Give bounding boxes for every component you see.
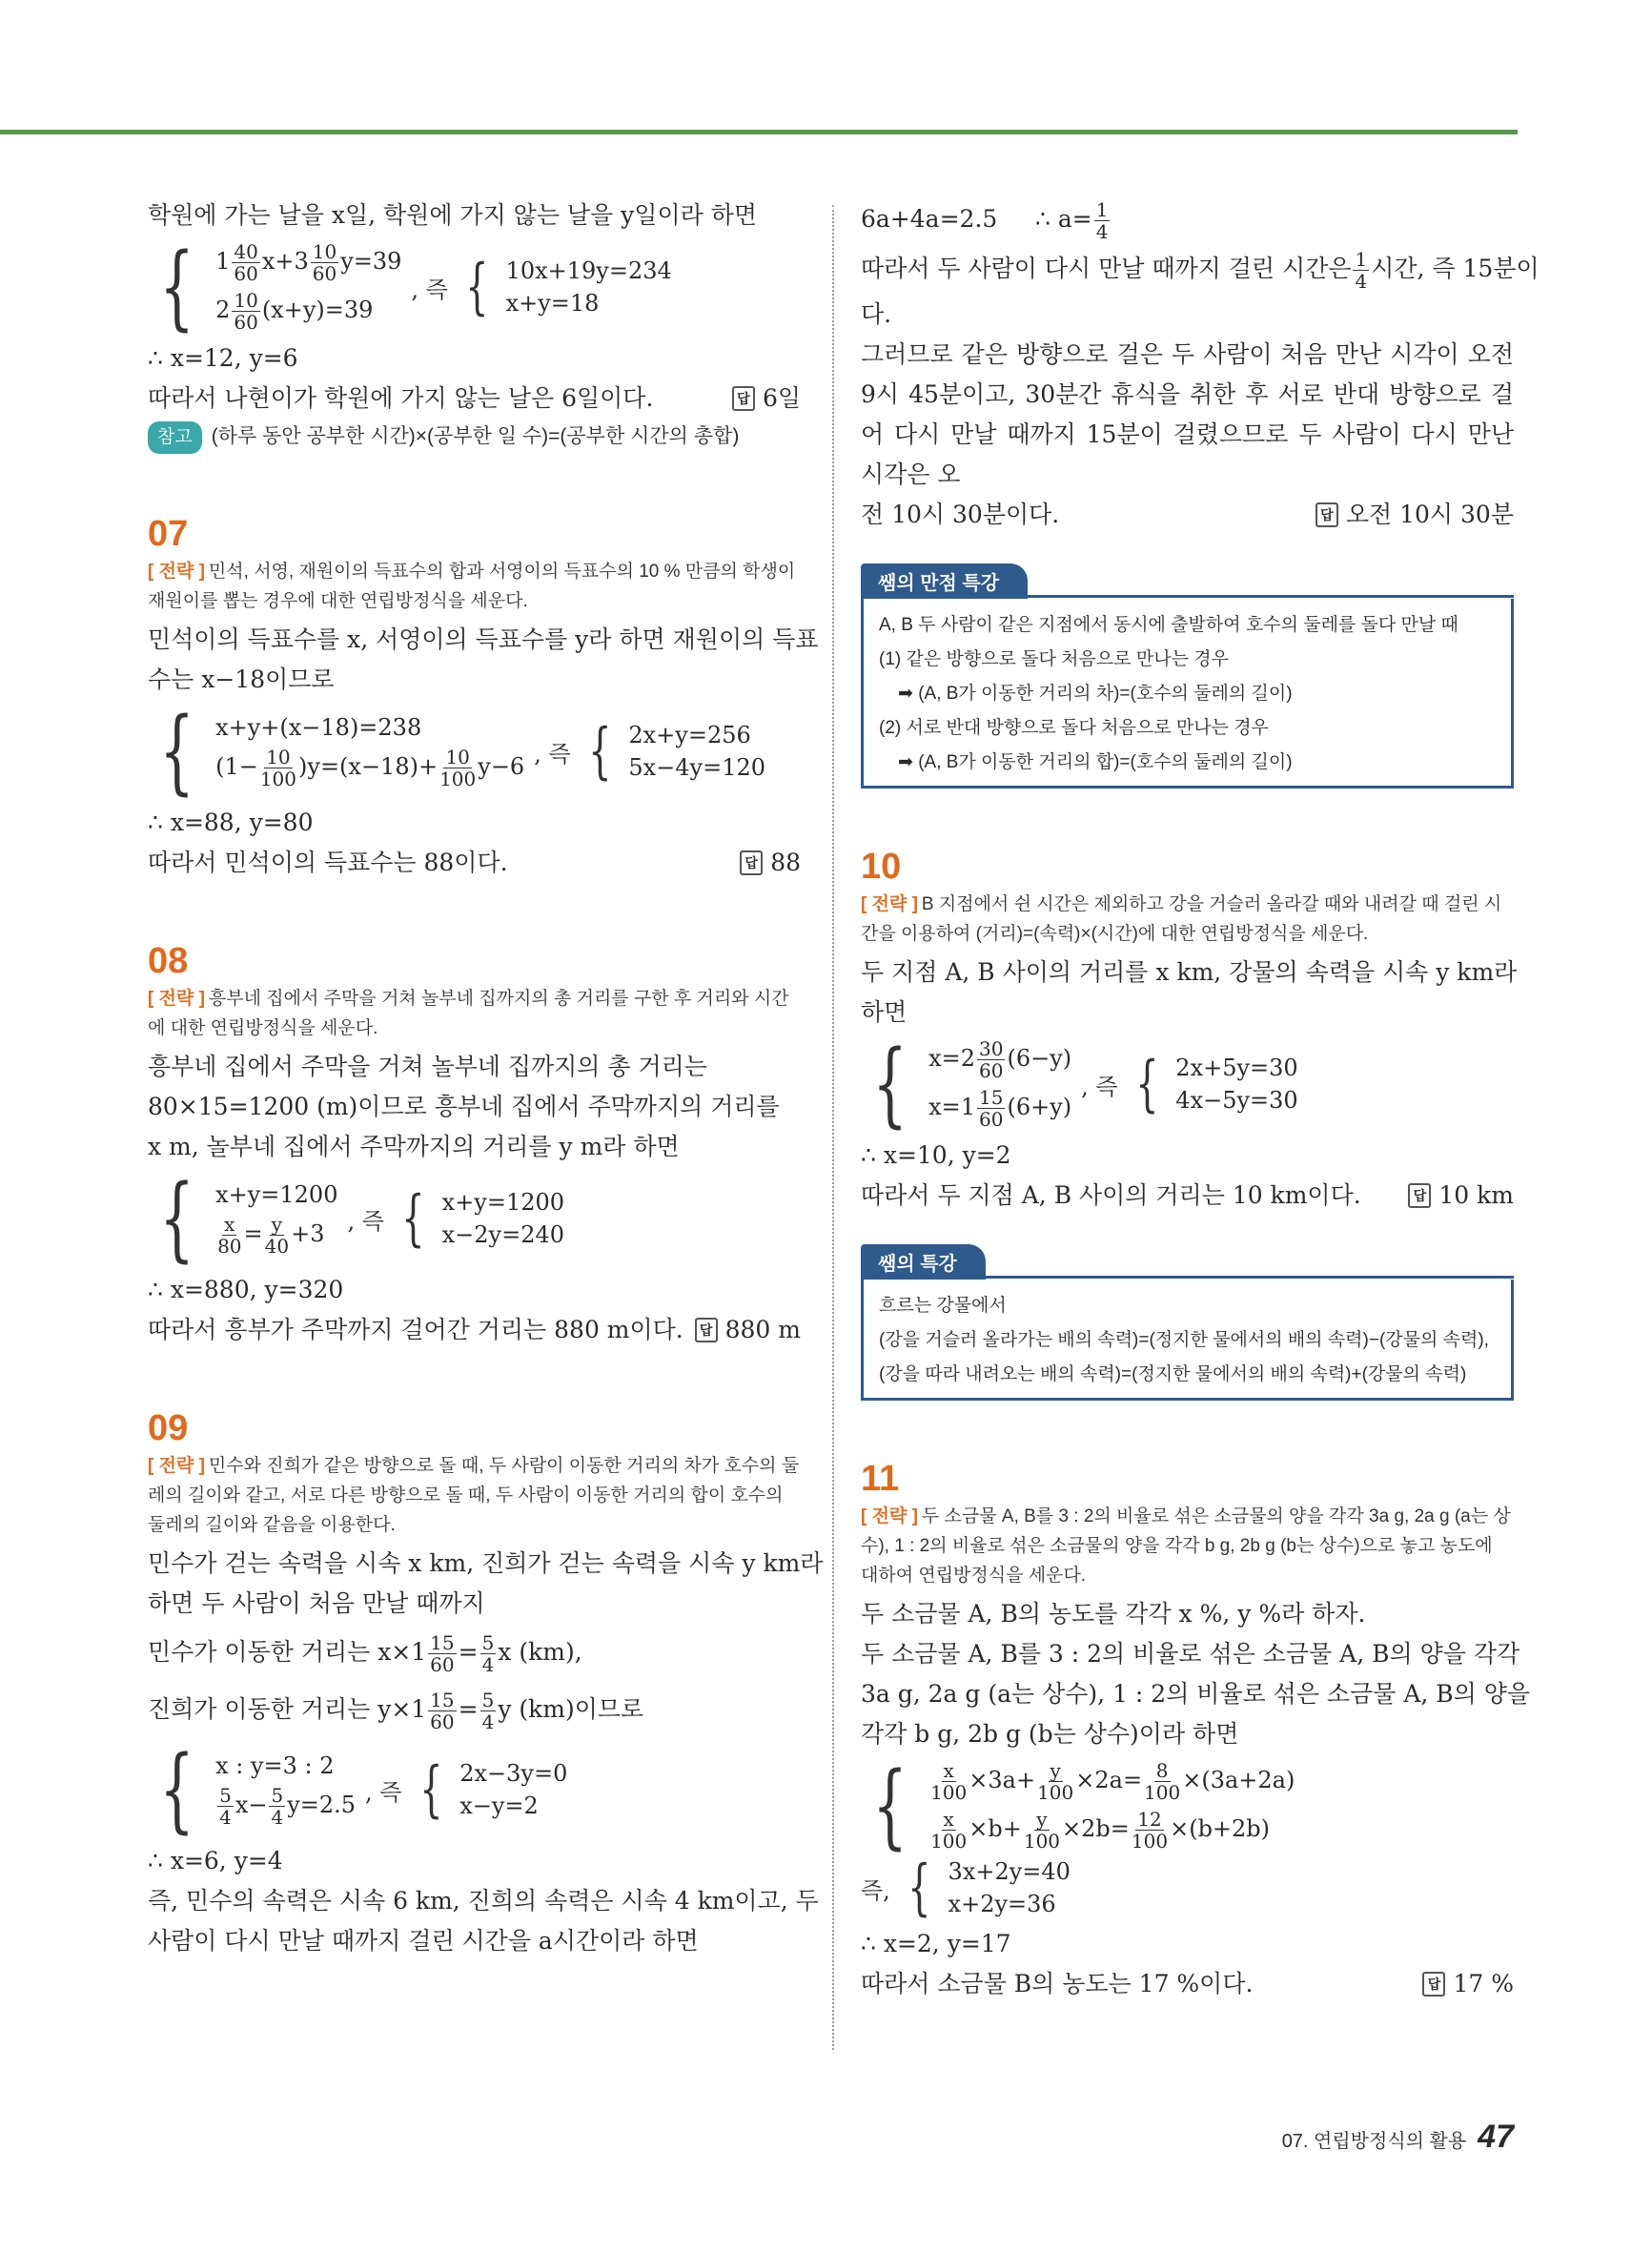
answer-icon: 답 — [1408, 1183, 1431, 1208]
answer-icon: 답 — [740, 850, 763, 875]
reference-badge: 참고 — [148, 421, 202, 454]
tip-box-title: 쌤의 만점 특강 — [861, 563, 1028, 599]
answer-row: 따라서 민석이의 득표수는 88이다. 답 88 — [148, 849, 801, 876]
strategy: [ 전략 ] 민수와 진희가 같은 방향으로 돌 때, 두 사람이 이동한 거리의 차가 호수의 둘레의 길이와 같고, 서로 다른 방향으로 돌 때, 두 사람이 이동한 거리의 합이 호수의 둘레의 길이와 같음을 이용한다. — [148, 1456, 800, 1535]
problem-number: 08 — [148, 941, 189, 981]
strategy: [ 전략 ] 민석, 서영, 재원이의 득표수의 합과 서영이의 득표수의 10 % 만큼의 학생이 재원이를 뽑는 경우에 대한 연립방정식을 세운다. — [148, 562, 796, 611]
answer-icon: 답 — [695, 1318, 718, 1342]
page-footer — [1282, 2119, 1514, 2156]
system-11-simplified: 즉, { 3x+2y=40 x+2y=36 — [861, 1853, 1071, 1923]
strategy: [ 전략 ] 두 소금물 A, B를 3 : 2의 비율로 섞은 소금물의 양을 각각 3a g, 2a g (a는 상수), 1 : 2의 비율로 섞은 소금물의 양을 각각 b g, 2b g (b는 상수)으로 놓고 농도에 대하여 연립방정식을 세운다. — [861, 1506, 1511, 1586]
problem-number: 11 — [861, 1459, 900, 1499]
solution: ∴ x=12, y=6 — [148, 344, 298, 372]
top-rule — [0, 130, 1518, 134]
chapter-title: 07. 연립방정식의 활용 — [1281, 2131, 1467, 2152]
answer-row: 전 10시 30분이다. 답 오전 10시 30분 — [861, 501, 1514, 528]
system-7: { x+y+(x−18)=238 (1− $\frac{10}{100}$ )y=(x−18)+ $\frac{10}{100}$ y−6 , 즉 { 2x+y=256 5x−4y=120 — [159, 698, 766, 805]
tip-box: 쌤의 만점 특강 A, B 두 사람이 같은 지점에서 동시에 출발하여 호수의 둘레를 돌다 만날 때 (1) 같은 방향으로 돌다 처음으로 만나는 경우 ➡ (A, B가 이동한 거리의 차)=(호수의 둘레의 길이) (2) 서로 반대 방향으로 돌다 처음으로 만나는 경우 ➡ (A, B가 이동한 거리의 합)=(호수의 둘레의 길이) — [861, 563, 1514, 789]
page-number: 47 — [1478, 2119, 1514, 2155]
system-8: { x+y=1200 $\frac{x}{80}$ = $\frac{y}{40}$ +3 , 즉 { x+y=1200 x−2y=240 — [159, 1165, 565, 1272]
answer-row: 따라서 소금물 B의 농도는 17 %이다. 답 17 % — [861, 1970, 1514, 1997]
answer-icon: 답 — [1315, 502, 1338, 527]
strategy: [ 전략 ] 흥부네 집에서 주막을 거쳐 놀부네 집까지의 총 거리를 구한 후 거리와 시간에 대한 연립방정식을 세운다. — [148, 989, 789, 1038]
problem-number: 07 — [148, 514, 189, 554]
right-column: 6a+4a=2.5 ∴ a= $\frac{1}{4}$ 따라서 두 사람이 다시 만날 때까지 걸린 시간은 $\frac{1}{4}$ 시간, 즉 15분이 다. 그러므로 같은 방향으로 걸은 두 사람이 처음 만난 시각이 오전 9시 45분이고, 30분간 휴식을 취한 후 서로 반대 방향으로 걸어 다시 만날 때까지 15분이 걸렸으므로 두 사람이 다시 만난 시각은 오 전 10시 30분이다. 답 오전 10시 30분 쌤의 만점 특강 A, B 두 사람이 같은 지점에서 동시에 출발하여 호수의 둘레를 돌다 만날 때 (1) 같은 방향으로 돌다 처음으로 만나는 경우 ➡ (A, B가 이동한 거리의 차)=(호수의 둘레의 길이) (2) 서로 반대 방향으로 돌다 처음으로 만나는 경우 ➡ (A, B가 이동한 거리의 합)=(호수의 둘레의 길이) 10 [ 전략 ] B 지점에서 쉰 시간은 제외하고 강을 거슬러 올라갈 때와 내려갈 때 걸린 시간을 이용하여 (거리)=(속력)×(시간)에 대한 연립방정식을 세운다. 두 지점 A, B 사이의 거리를 x km, 강물의 속력을 시속 y km라 하면 { x=2 $\frac{30}{60}$ (6−y) x=1 $\frac{15}{60}$ (6+y) , 즉 { 2x+5y=30 4x−5y=30 ∴ x=10, y=2 따라서 두 지점 A, B 사이의 거리는 10 km이다. 답 10 km 쌤의 특강 흐르는 강물에서 (강을 거슬러 올라가는 배의 속력)=(정지한 물에서의 배의 속력)−(강물의 속력), (강을 따라 내려오는 배의 속력)=(정지한 물에서의 배의 속력)+(강물의 속력) 11 [ 전략 ] 두 소금물 A, B를 3 : 2의 비율로 섞은 소금물의 양을 각각 3a g, 2a g (a는 상수), 1 : 2의 비율로 섞은 소금물의 양을 각각 b g, 2b g (b는 상수)으로 놓고 농도에 대하여 연립방정식을 세운다. 두 소금물 A, B의 농도를 각각 x %, y %라 하자. 두 소금물 A, B를 3 : 2의 비율로 섞은 소금물 A, B의 양을 각각 3a g, 2a g (a는 상수), 1 : 2의 비율로 섞은 소금물 A, B의 양을 각각 b g, 2b g (b는 상수)이라 하면 { $\frac{x}{100}$ ×3a+ $\frac{y}{100}$ ×2a= $\frac{8}{100}$ ×(3a+2a) $\frac{x}{100}$ ×b+ $\frac{y}{100}$ ×2b= $\frac{12}{100}$ ×(b+2b) 즉, { 3x+2y=40 x+2y=36 ∴ x=2, y=17 따라서 소금물 B의 농도는 17 %이다. 답 17 % — [861, 195, 1514, 2004]
brace: { — [159, 234, 194, 340]
left-column: 학원에 가는 날을 x일, 학원에 가지 않는 날을 y일이라 하면 { 1 $\frac{40}{60}$ x+3 $\frac{10}{60}$ y=39 2 $\frac{10}{60}$ (x+y)=39 , 즉 { 10x+19y=234 x+y=18 ∴ x=12, y=6 따라서 나현이가 학원에 가지 않는 날은 6일이다. 답 6일 참고 (하루 동안 공부한 시간)×(공부한 일 수)=(공부한 시간의 총합) 07 [ 전략 ] 민석, 서영, 재원이의 득표수의 합과 서영이의 득표수의 10 % 만큼의 학생이 재원이를 뽑는 경우에 대한 연립방정식을 세운다. 민석이의 득표수를 x, 서영이의 득표수를 y라 하면 재원이의 득표 수는 x−18이므로 { x+y+(x−18)=238 (1− $\frac{10}{100}$ )y=(x−18)+ $\frac{10}{100}$ y−6 , 즉 { 2x+y=256 5x−4y=120 ∴ x=88, y=80 따라서 민석이의 득표수는 88이다. 답 88 08 [ 전략 ] 흥부네 집에서 주막을 거쳐 놀부네 집까지의 총 거리를 구한 후 거리와 시간에 대한 연립방정식을 세운다. 흥부네 집에서 주막을 거쳐 놀부네 집까지의 총 거리는 80×15=1200 (m)이므로 흥부네 집에서 주막까지의 거리를 x m, 놀부네 집에서 주막까지의 거리를 y m라 하면 { x+y=1200 $\frac{x}{80}$ = $\frac{y}{40}$ +3 , 즉 { x+y=1200 x−2y=240 ∴ x=880, y=320 따라서 흥부가 주막까지 걸어간 거리는 880 m이다. 답 880 m 09 [ 전략 ] 민수와 진희가 같은 방향으로 돌 때, 두 사람이 이동한 거리의 차가 호수의 둘레의 길이와 같고, 서로 다른 방향으로 돌 때, 두 사람이 이동한 거리의 합이 호수의 둘레의 길이와 같음을 이용한다. 민수가 걷는 속력을 시속 x km, 진희가 걷는 속력을 시속 y km라 하면 두 사람이 처음 만날 때까지 민수가 이동한 거리는 x×1 $\frac{15}{60}$ = $\frac{5}{4}$ x (km), 진희가 이동한 거리는 y×1 $\frac{15}{60}$ = $\frac{5}{4}$ y (km)이므로 { x : y=3 : 2 $\frac{5}{4}$ x− $\frac{5}{4}$ y=2.5 , 즉 { 2x−3y=0 x−y=2 ∴ x=6, y=4 즉, 민수의 속력은 시속 6 km, 진희의 속력은 시속 4 km이고, 두 사람이 다시 만날 때까지 걸린 시간을 a시간이라 하면 — [148, 195, 801, 1961]
reference-note: 참고 (하루 동안 공부한 시간)×(공부한 일 수)=(공부한 시간의 총합) — [148, 420, 801, 454]
answer-row: 따라서 나현이가 학원에 가지 않는 날은 6일이다. 답 6일 — [148, 384, 801, 412]
answer-row: 따라서 흥부가 주막까지 걸어간 거리는 880 m이다. 답 880 m — [148, 1316, 801, 1343]
column-divider — [832, 205, 834, 2050]
problem-number: 10 — [861, 847, 902, 887]
system-11: { $\frac{x}{100}$ ×3a+ $\frac{y}{100}$ ×2a= $\frac{8}{100}$ ×(3a+2a) $\frac{x}{100}$ ×b+ $\frac{y}{100}$ ×2b= $\frac{12}{100}$ ×(b+2b) — [872, 1752, 1295, 1859]
system-9: { x : y=3 : 2 $\frac{5}{4}$ x− $\frac{5}{4}$ y=2.5 , 즉 { 2x−3y=0 x−y=2 — [159, 1736, 568, 1843]
answer-icon: 답 — [1422, 1972, 1445, 1997]
system-6: { 1 $\frac{40}{60}$ x+3 $\frac{10}{60}$ y=39 2 $\frac{10}{60}$ (x+y)=39 , 즉 { 10x+19y=234 x+y=18 — [159, 234, 672, 340]
answer-icon: 답 — [732, 386, 755, 411]
answer-row: 따라서 두 지점 A, B 사이의 거리는 10 km이다. 답 10 km — [861, 1181, 1514, 1209]
problem-number: 09 — [148, 1408, 189, 1448]
intro-line: 학원에 가는 날을 x일, 학원에 가지 않는 날을 y일이라 하면 — [148, 201, 757, 229]
strategy: [ 전략 ] B 지점에서 쉰 시간은 제외하고 강을 거슬러 올라갈 때와 내려갈 때 걸린 시간을 이용하여 (거리)=(속력)×(시간)에 대한 연립방정식을 세운다. — [861, 894, 1502, 944]
system-10: { x=2 $\frac{30}{60}$ (6−y) x=1 $\frac{15}{60}$ (6+y) , 즉 { 2x+5y=30 4x−5y=30 — [872, 1031, 1298, 1137]
tip-box: 쌤의 특강 흐르는 강물에서 (강을 거슬러 올라가는 배의 속력)=(정지한 물에서의 배의 속력)−(강물의 속력), (강을 따라 내려오는 배의 속력)=(정지한 물에서의 배의 속력)+(강물의 속력) — [861, 1244, 1514, 1401]
tip-box-title: 쌤의 특강 — [861, 1244, 986, 1280]
